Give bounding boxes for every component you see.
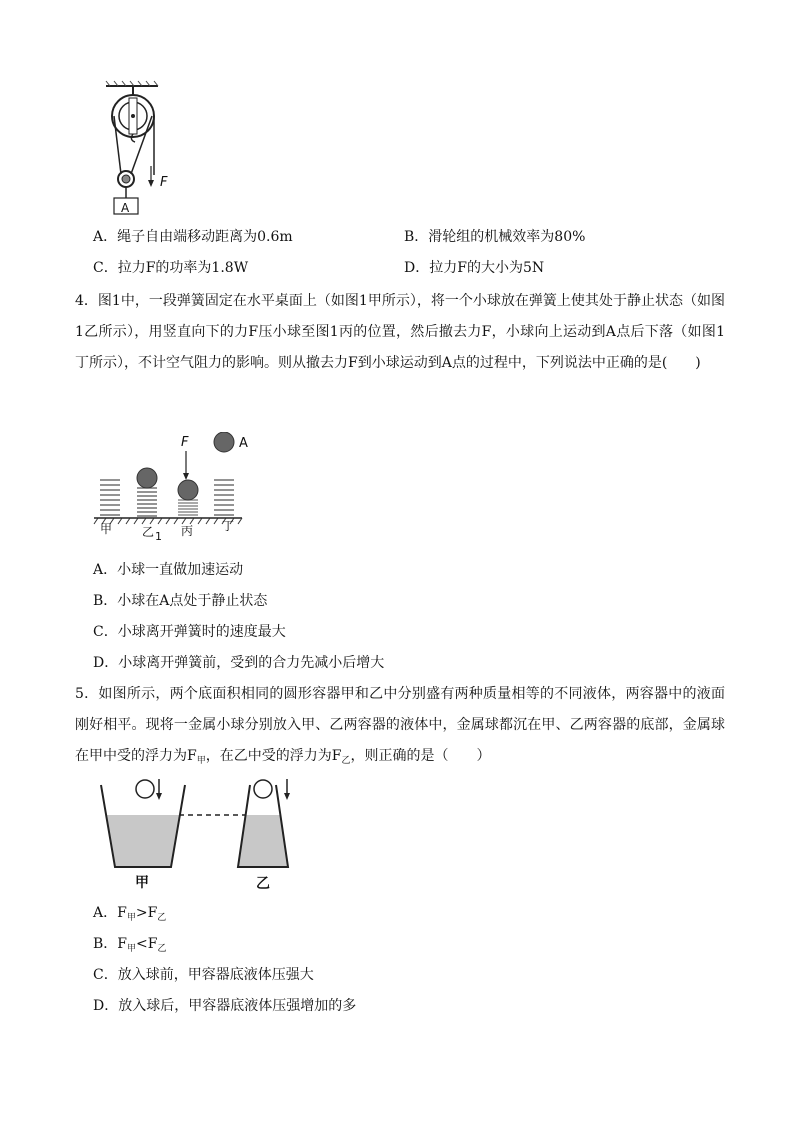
label-fig-number: 1 [155,530,162,543]
q3-option-b[interactable]: B．滑轮组的机械效率为80% [404,229,586,245]
container-label-yi: 乙 [256,876,270,892]
label-ding: 丁 [222,519,235,533]
q5-stem: 5．如图所示，两个底面积相同的圆形容器甲和乙中分别盛有两种质量相等的不同液体，两容器中的液面刚好相平。现将一金属小球分别放入甲、乙两容器的液体中，金属球都沉在甲、乙两容器的底部，金属球在甲中受的浮力为$F_甲$，在乙中受的浮力为$F_乙$，则正确的是（ ） [75,686,725,766]
q4-option-a[interactable]: A．小球一直做加速运动 [93,562,244,578]
block-label: A [121,201,130,215]
spring-force-label: F [181,435,189,450]
pulley-figure [100,80,190,220]
q4-option-c[interactable]: C．小球离开弹簧时的速度最大 [93,624,286,640]
q4-stem: 4．图1中，一段弹簧固定在水平桌面上（如图1甲所示），将一个小球放在弹簧上使其处于静止状态（如图1乙所示），用竖直向下的力F压小球至图1丙的位置，然后撤去力F，小球向上运动到A点后下落（如图1丁所示），不计空气阻力的影响。则从撤去力F到小球运动到A点的过程中，下列说法中正确的是( ) [75,293,725,371]
label-yi: 乙 [142,525,155,539]
q4-option-d[interactable]: D．小球离开弹簧前，受到的合力先减小后增大 [93,655,385,671]
force-label: F [160,175,168,190]
q5-option-d[interactable]: D．放入球后，甲容器底液体压强增加的多 [93,998,357,1014]
q3-option-a[interactable]: A．绳子自由端移动距离为0.6m [93,229,293,245]
containers-figure [95,775,305,875]
point-a-label: A [239,436,248,451]
label-jia: 甲 [100,522,113,536]
container-label-jia: 甲 [135,875,149,891]
q3-option-c[interactable]: C．拉力F的功率为1.8W [93,260,249,276]
spring-figure [90,432,260,542]
q5-option-c[interactable]: C．放入球前，甲容器底液体压强大 [93,967,314,983]
q4-option-b[interactable]: B．小球在A点处于静止状态 [93,593,268,609]
q5-option-b[interactable]: B．$F_甲<F_乙$ [93,936,167,954]
q3-option-d[interactable]: D．拉力F的大小为5N [404,260,545,276]
label-bing: 丙 [181,524,194,538]
q5-option-a[interactable]: A．$F_甲>F_乙$ [93,905,167,923]
